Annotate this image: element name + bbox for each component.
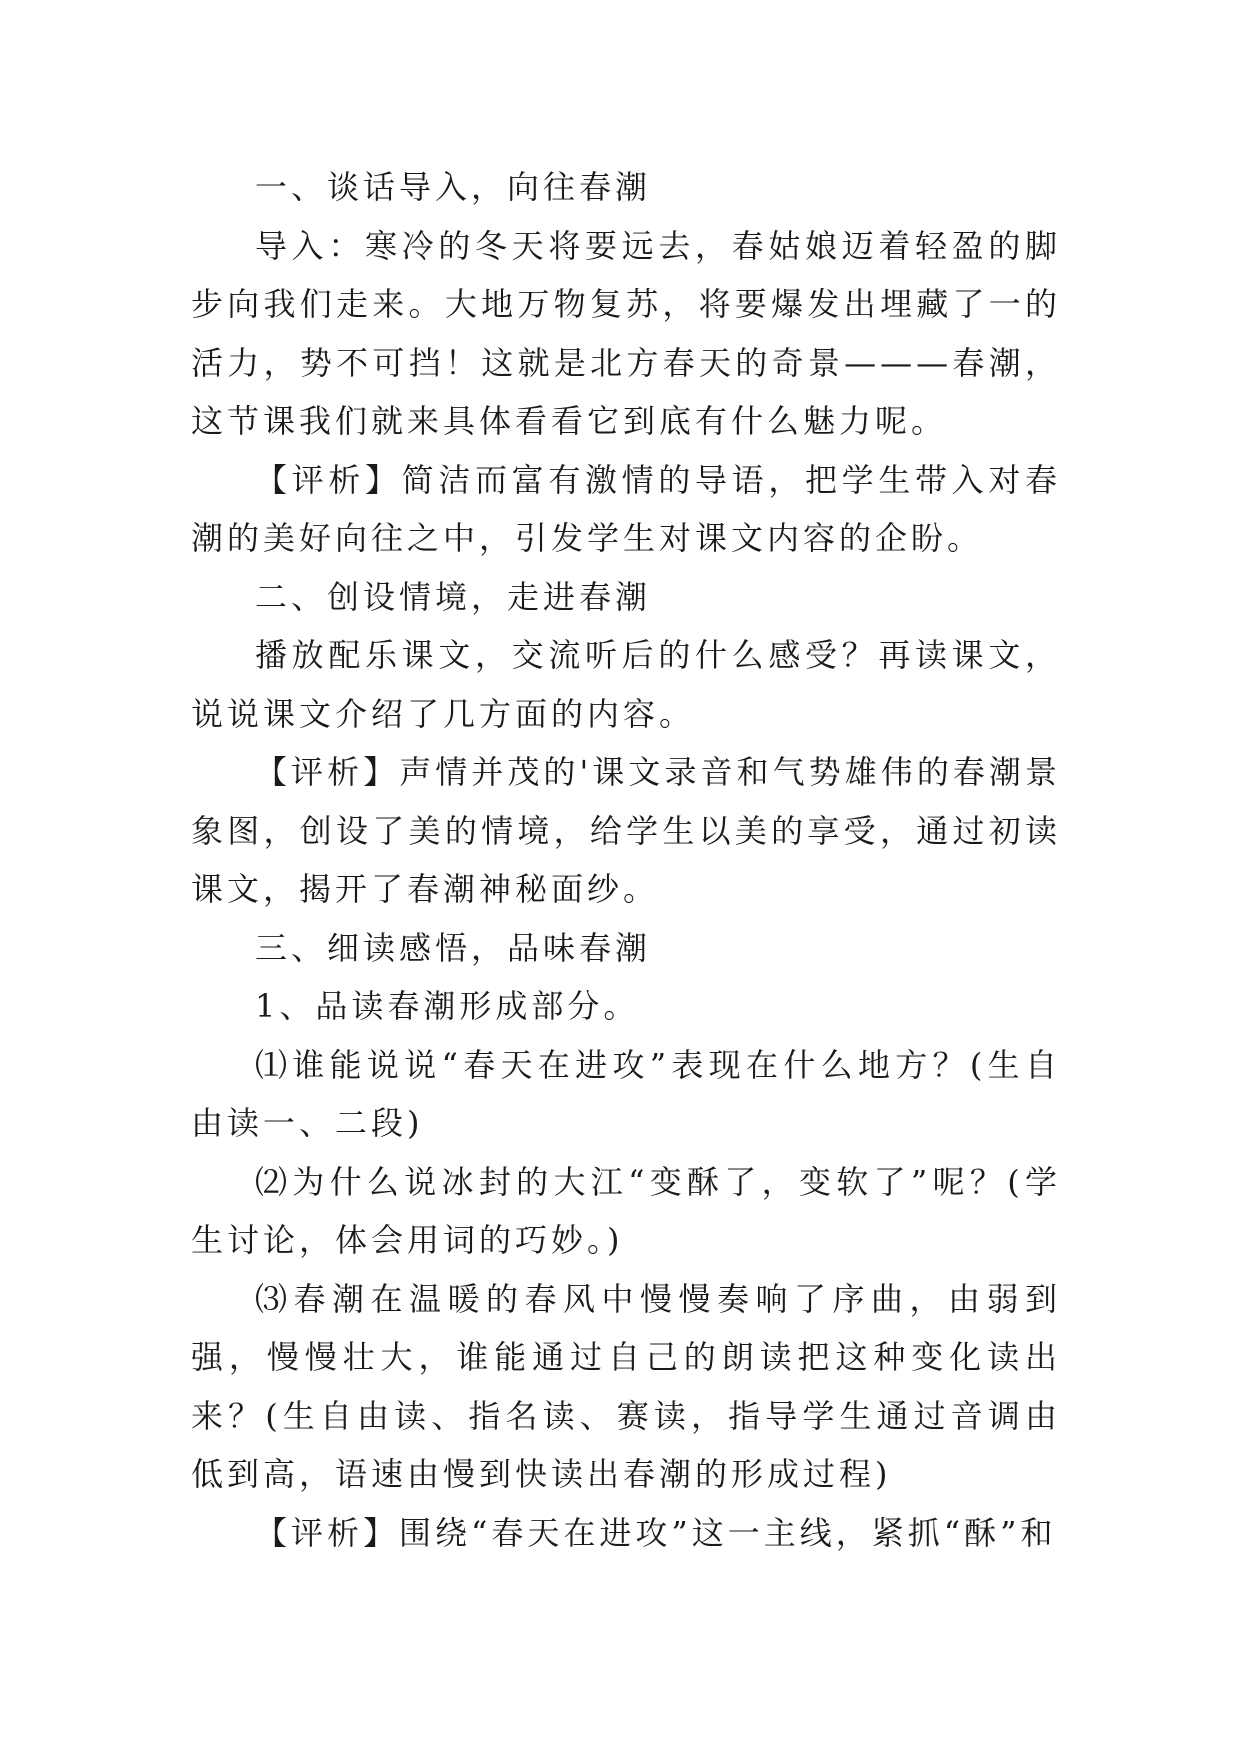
paragraph-comment-3: 【评析】围绕“春天在进攻”这一主线，紧抓“酥”和 [255, 1513, 1057, 1552]
paragraph-question-3: ⑶春潮在温暖的春风中慢慢奏响了序曲，由弱到强，慢慢壮大，谁能通过自己的朗读把这种变化读出来？(生自由读、指名读、赛读，指导学生通过音调由低到高，语速由慢到快读出春潮的形成过程) [191, 1279, 1061, 1493]
paragraph-comment-1: 【评析】简洁而富有激情的导语，把学生带入对春潮的美好向往之中，引发学生对课文内容的企盼。 [191, 460, 1061, 557]
paragraph-intro: 导入：寒冷的冬天将要远去，春姑娘迈着轻盈的脚步向我们走来。大地万物复苏，将要爆发出埋藏了一的活力，势不可挡！这就是北方春天的奇景———春潮，这节课我们就来具体看看它到底有什么魅力呢。 [191, 226, 1061, 440]
section-heading-2: 二、创设情境，走进春潮 [255, 577, 652, 616]
paragraph-listen: 播放配乐课文，交流听后的什么感受？再读课文，说说课文介绍了几方面的内容。 [191, 636, 1061, 733]
section-heading-3: 三、细读感悟，品味春潮 [255, 928, 652, 967]
paragraph-question-1: ⑴谁能说说“春天在进攻”表现在什么地方？(生自由读一、二段) [191, 1045, 1061, 1142]
section-heading-1: 一、谈话导入，向往春潮 [255, 168, 652, 206]
paragraph-question-2: ⑵为什么说冰封的大江“变酥了，变软了”呢？(学生讨论，体会用词的巧妙。) [191, 1162, 1061, 1259]
document-body [191, 158, 1061, 1562]
paragraph-comment-2: 【评析】声情并茂的'课文录音和气势雄伟的春潮景象图，创设了美的情境，给学生以美的享受，通过初读课文，揭开了春潮神秘面纱。 [191, 753, 1061, 908]
subsection-heading-1: 1、品读春潮形成部分。 [255, 987, 640, 1025]
